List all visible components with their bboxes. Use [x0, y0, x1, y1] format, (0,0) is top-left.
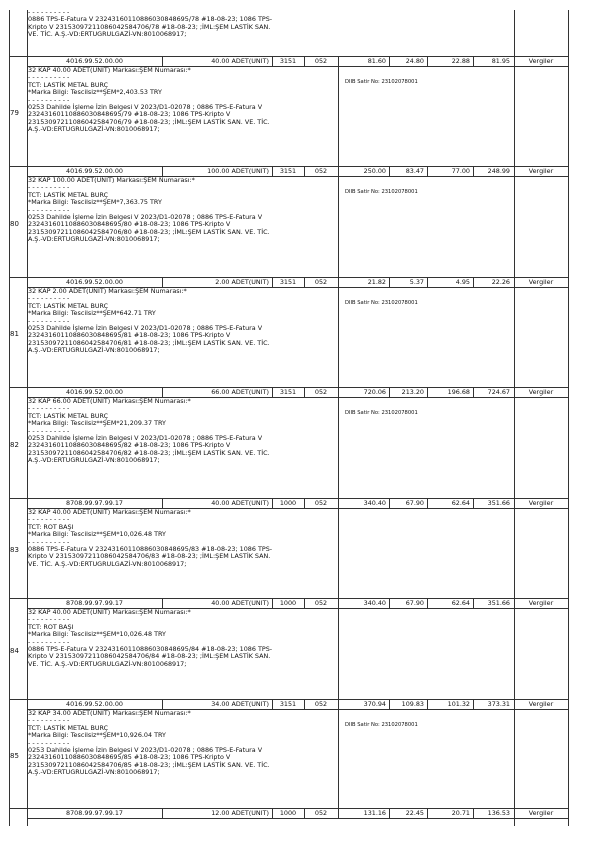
item-description: 32 KAP 66.00 ADET(UNIT) Markası:ŞEM Numarası:* - - - - - - - - - - TCT: LASTİK METAL BURÇ *Marka Bilgi: Tescilsiz**ŞEM*21,209.37 TRY - - - - - - - - - - 0253 Dahilde İşleme İzin Belgesi V 2023/D1-02078 ; 0886 TPS-E-Fatura V 23243160110886030848695/82 #18-08-23; 1086 TPS-Kripto V 23153097211086042584706/82 #18-08-23; ;İML:ŞEM LASTİK SAN. VE. TİC. A.Ş.-VD:ERTUGRULGAZİ-VN:8010068917;	[28, 398, 270, 465]
value-3: 196.68	[447, 389, 470, 396]
value-4: 81.95	[491, 58, 510, 65]
item-description: 32 KAP 40.00 ADET(UNIT) Markası:ŞEM Numarası:* - - - - - - - - - - TCT: ROT BAŞI *Marka Bilgi: Tescilsiz**ŞEM*10,026.48 TRY - - - - - - - - - - 0886 TPS-E-Fatura V 23243160110886030848695/84 #18-08-23; 1086 TPS- Kripto V 23153097211086042584706/84 #18-08-23; ;İML:ŞEM LASTİK SAN. VE. TİC. A.Ş.-VD:ERTUGRULGAZİ-VN:8010068917;	[28, 609, 273, 668]
item-description: 32 KAP 2.00 ADET(UNIT) Markası:ŞEM Numarası:* - - - - - - - - - - TCT: LASTİK METAL BURÇ *Marka Bilgi: Tescilsiz**ŞEM*642.71 TRY - - - - - - - - - - 0253 Dahilde İşleme İzin Belgesi V 2023/D1-02078 ; 0886 TPS-E-Fatura V 23243160110886030848695/81 #18-08-23; 1086 TPS-Kripto V 23153097211086042584706/81 #18-08-23; ;İML:ŞEM LASTİK SAN. VE. TİC. A.Ş.-VD:ERTUGRULGAZİ-VN:8010068917;	[28, 288, 270, 355]
code-1: 3151	[279, 168, 297, 175]
code-2: 052	[314, 168, 328, 175]
value-2: 67.90	[405, 600, 424, 607]
gtip-code: 8708.99.97.99.17	[66, 500, 123, 507]
value-1: 250.00	[363, 168, 386, 175]
value-4: 373.31	[487, 701, 510, 708]
grid-vline	[338, 709, 339, 808]
gtip-code: 4016.99.52.00.00	[66, 701, 123, 708]
value-1: 370.94	[363, 701, 386, 708]
gtip-code: 4016.99.52.00.00	[66, 168, 123, 175]
code-2: 052	[314, 389, 328, 396]
item-description: 32 KAP 100.00 ADET(UNIT) Markası:ŞEM Numarası:* - - - - - - - - - - TCT: LASTİK METAL BURÇ *Marka Bilgi: Tescilsiz**ŞEM*7,363.75 TRY - - - - - - - - - - 0253 Dahilde İşleme İzin Belgesi V 2023/D1-02078 ; 0886 TPS-E-Fatura V 23243160110886030848695/80 #18-08-23; 1086 TPS-Kripto V 23153097211086042584706/80 #18-08-23; ;İML:ŞEM LASTİK SAN. VE. TİC. A.Ş.-VD:ERTUGRULGAZİ-VN:8010068917;	[28, 177, 270, 244]
vergiler-label: Vergiler	[528, 600, 554, 607]
gtip-code: 8708.99.97.99.17	[66, 600, 123, 607]
item-description: 32 KAP 34.00 ADET(UNIT) Markası:ŞEM Numarası:* - - - - - - - - - - TCT: LASTİK METAL BURÇ *Marka Bilgi: Tescilsiz**ŞEM*10,926.04 TRY - - - - - - - - - - 0253 Dahilde İşleme İzin Belgesi V 2023/D1-02078 ; 0886 TPS-E-Fatura V 23243160110886030848695/85 #18-08-23; 1086 TPS-Kripto V 23153097211086042584706/85 #18-08-23; ;İML:ŞEM LASTİK SAN. VE. TİC. A.Ş.-VD:ERTUGRULGAZİ-VN:8010068917;	[28, 710, 270, 777]
diib-note: DIIB Satir No: 23102078001	[345, 722, 418, 728]
grid-vline	[338, 508, 339, 598]
vergiler-label: Vergiler	[528, 389, 554, 396]
code-1: 1000	[279, 500, 297, 507]
item-number: 85	[10, 751, 19, 760]
vergiler-label: Vergiler	[528, 279, 554, 286]
gtip-code: 4016.99.52.00.00	[66, 58, 123, 65]
vergiler-label: Vergiler	[528, 58, 554, 65]
grid-hline	[9, 498, 568, 499]
code-1: 1000	[279, 810, 297, 817]
quantity: 40.00 ADET(UNIT)	[211, 500, 269, 507]
value-4: 351.66	[487, 600, 510, 607]
code-2: 052	[314, 279, 328, 286]
vergiler-label: Vergiler	[528, 168, 554, 175]
grid-vline	[338, 66, 339, 166]
vergiler-label: Vergiler	[528, 701, 554, 708]
diib-note: DIIB Satir No: 23102078001	[345, 410, 418, 416]
carryover-text: - - - - - - - - - - 0886 TPS-E-Fatura V 2324316011088603084869​5/78 #18-08-23; 1086 TPS- Kripto V 2315309721108604258470​6/78 #18-08-23; ;İML:ŞEM LASTİK SAN. VE. TİC. A.Ş.-VD:ERTUGRULGAZİ-VN:8010068917;	[28, 9, 273, 39]
quantity: 34.00 ADET(UNIT)	[211, 701, 269, 708]
value-4: 724.67	[487, 389, 510, 396]
item-number: 80	[10, 219, 19, 228]
value-2: 83.47	[405, 168, 424, 175]
quantity: 100.00 ADET(UNIT)	[207, 168, 269, 175]
quantity: 66.00 ADET(UNIT)	[211, 389, 269, 396]
item-number: 81	[10, 330, 19, 338]
code-2: 052	[314, 600, 328, 607]
item-number: 84	[10, 646, 19, 655]
code-2: 052	[314, 701, 328, 708]
vergiler-label: Vergiler	[528, 810, 554, 817]
grid-hline	[9, 387, 568, 388]
value-4: 22.26	[491, 279, 510, 286]
grid-vline	[568, 10, 569, 826]
value-3: 77.00	[451, 168, 470, 175]
value-2: 109.83	[401, 701, 424, 708]
value-2: 67.90	[405, 500, 424, 507]
quantity: 12.00 ADET(UNIT)	[211, 810, 269, 817]
value-3: 101.32	[447, 701, 470, 708]
diib-note: DIIB Satir No: 23102078001	[345, 79, 418, 85]
grid-hline	[9, 699, 568, 700]
gtip-code: 4016.99.52.00.00	[66, 279, 123, 286]
value-4: 136.53	[487, 810, 510, 817]
value-1: 81.60	[367, 58, 386, 65]
item-number: 83	[10, 546, 19, 554]
value-2: 5.37	[409, 279, 424, 286]
value-3: 20.71	[451, 810, 470, 817]
diib-note: DIIB Satir No: 23102078001	[345, 189, 418, 195]
code-2: 052	[314, 500, 328, 507]
value-2: 22.45	[405, 810, 424, 817]
grid-vline	[9, 10, 10, 826]
value-3: 62.64	[451, 600, 470, 607]
grid-vline	[338, 176, 339, 277]
value-1: 340.40	[363, 600, 386, 607]
code-2: 052	[314, 810, 328, 817]
item-description: 32 KAP 40.00 ADET(UNIT) Markası:ŞEM Numarası:* - - - - - - - - - - TCT: ROT BAŞI *Marka Bilgi: Tescilsiz**ŞEM*10,026.48 TRY - - - - - - - - - - 0886 TPS-E-Fatura V 23243160110886030848695/83 #18-08-23; 1086 TPS- Kripto V 23153097211086042584706/83 #18-08-23; ;İML:ŞEM LASTİK SAN. VE. TİC. A.Ş.-VD:ERTUGRULGAZİ-VN:8010068917;	[28, 509, 273, 568]
quantity: 40.00 ADET(UNIT)	[211, 600, 269, 607]
grid-vline	[338, 287, 339, 387]
grid-hline	[9, 277, 568, 278]
value-3: 4.95	[455, 279, 470, 286]
code-1: 1000	[279, 600, 297, 607]
item-description: 32 KAP 40.00 ADET(UNIT) Markası:ŞEM Numarası:* - - - - - - - - - - TCT: LASTİK METAL BURÇ *Marka Bilgi: Tescilsiz**ŞEM*2,403.53 TRY - - - - - - - - - - 0253 Dahilde İşleme İzin Belgesi V 2023/D1-02078 ; 0886 TPS-E-Fatura V 23243160110886030848695/79 #18-08-23; 1086 TPS-Kripto V 23153097211086042584706/79 #18-08-23; ;İML:ŞEM LASTİK SAN. VE. TİC. A.Ş.-VD:ERTUGRULGAZİ-VN:8010068917;	[28, 67, 270, 134]
grid-hline	[27, 818, 568, 819]
value-4: 248.99	[487, 168, 510, 175]
grid-hline	[9, 166, 568, 167]
vergiler-label: Vergiler	[528, 500, 554, 507]
code-1: 3151	[279, 279, 297, 286]
item-number: 79	[10, 109, 19, 117]
value-4: 351.66	[487, 500, 510, 507]
diib-note: DIIB Satir No: 23102078001	[345, 300, 418, 306]
grid-vline	[338, 608, 339, 699]
code-1: 3151	[279, 701, 297, 708]
value-1: 21.82	[367, 279, 386, 286]
grid-hline	[9, 56, 568, 57]
quantity: 2.00 ADET(UNIT)	[215, 279, 269, 286]
value-1: 340.40	[363, 500, 386, 507]
value-2: 213.20	[401, 389, 424, 396]
gtip-code: 8708.99.97.99.17	[66, 810, 123, 817]
grid-hline	[9, 808, 568, 809]
code-2: 052	[314, 58, 328, 65]
code-1: 3151	[279, 389, 297, 396]
code-1: 3151	[279, 58, 297, 65]
value-1: 131.16	[363, 810, 386, 817]
value-3: 62.64	[451, 500, 470, 507]
value-3: 22.88	[451, 58, 470, 65]
quantity: 40.00 ADET(UNIT)	[211, 58, 269, 65]
grid-vline	[338, 397, 339, 498]
grid-hline	[9, 598, 568, 599]
gtip-code: 4016.99.52.00.00	[66, 389, 123, 396]
item-number: 82	[10, 440, 19, 449]
value-1: 720.06	[363, 389, 386, 396]
value-2: 24.80	[405, 58, 424, 65]
